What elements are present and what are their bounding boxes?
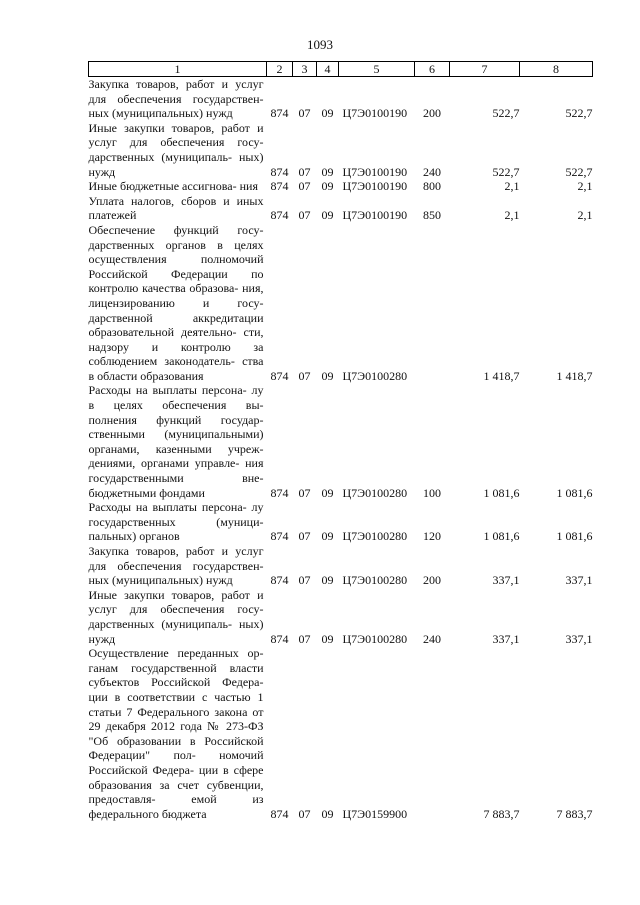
column-header: 8 xyxy=(520,62,593,77)
subsection-code: 09 xyxy=(321,208,334,223)
target-article-code: Ц7Э0100190 xyxy=(342,179,408,194)
column-header: 4 xyxy=(317,62,339,77)
row-description: Иные бюджетные ассигнова- ния xyxy=(88,179,258,194)
row-description: Осуществление переданных ор- ганам государственной власти субъектов Российской Федера- ции в соответствии с частью 1 статьи 7 Федерального закона от 29 декабря 2012 года № 273-ФЗ "Об образовании в Российской Федерации" пол- номочий Российской Федера- ции в сфере образования за счет субвенции, предоставля- емой из федерального бюджета xyxy=(88,646,264,821)
amount-col7: 1 081,6 xyxy=(483,485,520,500)
section-code: 07 xyxy=(298,529,311,544)
ministry-code: 874 xyxy=(270,208,289,223)
table-header-row xyxy=(89,62,593,77)
subsection-code: 09 xyxy=(321,368,334,383)
row-description: Закупка товаров, работ и услуг для обеспечения государствен- ных (муниципальных) нужд xyxy=(88,544,264,588)
column-header: 3 xyxy=(293,62,317,77)
section-code: 07 xyxy=(298,179,311,194)
table-row xyxy=(89,194,593,223)
table-row xyxy=(89,121,593,179)
target-article-code: Ц7Э0100280 xyxy=(342,485,408,500)
column-header: 2 xyxy=(267,62,293,77)
row-description: Закупка товаров, работ и услуг для обеспечения государствен- ных (муниципальных) нужд xyxy=(88,77,264,121)
table-row xyxy=(89,77,593,121)
ministry-code: 874 xyxy=(270,164,289,179)
section-code: 07 xyxy=(298,485,311,500)
column-header: 6 xyxy=(415,62,450,77)
expense-type-code: 800 xyxy=(423,179,441,194)
subsection-code: 09 xyxy=(321,631,334,646)
ministry-code: 874 xyxy=(270,179,289,194)
expense-type-code: 100 xyxy=(423,485,441,500)
expense-type-code: 240 xyxy=(423,631,441,646)
ministry-code: 874 xyxy=(270,573,289,588)
expense-type-code: 240 xyxy=(423,164,441,179)
subsection-code: 09 xyxy=(321,164,334,179)
table-row xyxy=(89,544,593,588)
amount-col7: 337,1 xyxy=(492,631,520,646)
section-code: 07 xyxy=(298,631,311,646)
ministry-code: 874 xyxy=(270,631,289,646)
section-code: 07 xyxy=(298,164,311,179)
amount-col7: 1 418,7 xyxy=(483,368,520,383)
amount-col8: 522,7 xyxy=(565,164,593,179)
target-article-code: Ц7Э0100280 xyxy=(342,368,408,383)
target-article-code: Ц7Э0159900 xyxy=(342,806,408,821)
expense-type-code: 200 xyxy=(423,106,441,121)
subsection-code: 09 xyxy=(321,179,334,194)
subsection-code: 09 xyxy=(321,529,334,544)
ministry-code: 874 xyxy=(270,485,289,500)
amount-col8: 2,1 xyxy=(577,179,593,194)
expense-type-code xyxy=(415,223,450,384)
page-number: 1093 xyxy=(307,37,333,52)
table-row xyxy=(89,383,593,500)
amount-col8: 1 418,7 xyxy=(556,368,593,383)
amount-col8: 7 883,7 xyxy=(556,806,593,821)
target-article-code: Ц7Э0100190 xyxy=(342,208,408,223)
section-code: 07 xyxy=(298,573,311,588)
row-description: Иные закупки товаров, работ и услуг для обеспечения госу- дарственных (муниципаль- ных) нужд xyxy=(88,587,264,646)
ministry-code: 874 xyxy=(270,106,289,121)
subsection-code: 09 xyxy=(321,106,334,121)
target-article-code: Ц7Э0100280 xyxy=(342,529,408,544)
amount-col8: 337,1 xyxy=(565,631,593,646)
section-code: 07 xyxy=(298,106,311,121)
amount-col8: 522,7 xyxy=(565,106,593,121)
section-code: 07 xyxy=(298,806,311,821)
subsection-code: 09 xyxy=(321,573,334,588)
amount-col7: 522,7 xyxy=(492,164,520,179)
expense-type-code: 200 xyxy=(423,573,441,588)
ministry-code: 874 xyxy=(270,806,289,821)
amount-col8: 1 081,6 xyxy=(556,529,593,544)
row-description: Иные закупки товаров, работ и услуг для обеспечения госу- дарственных (муниципаль- ных) нужд xyxy=(88,120,264,179)
table-row xyxy=(89,179,593,194)
row-description: Расходы на выплаты персона- лу государственных (муници- пальных) органов xyxy=(88,500,264,544)
amount-col7: 522,7 xyxy=(492,106,520,121)
expense-type-code: 850 xyxy=(423,208,441,223)
ministry-code: 874 xyxy=(270,529,289,544)
column-header: 1 xyxy=(89,62,267,77)
table-row xyxy=(89,646,593,821)
column-header: 5 xyxy=(339,62,415,77)
column-header: 7 xyxy=(450,62,520,77)
target-article-code: Ц7Э0100190 xyxy=(342,164,408,179)
amount-col7: 337,1 xyxy=(492,573,520,588)
amount-col7: 2,1 xyxy=(504,179,520,194)
amount-col7: 1 081,6 xyxy=(483,529,520,544)
target-article-code: Ц7Э0100190 xyxy=(342,106,408,121)
subsection-code: 09 xyxy=(321,485,334,500)
amount-col8: 2,1 xyxy=(577,208,593,223)
table-row xyxy=(89,500,593,544)
section-code: 07 xyxy=(298,368,311,383)
expense-type-code xyxy=(415,646,450,821)
table-body xyxy=(89,77,593,822)
table-row xyxy=(89,223,593,384)
table-row xyxy=(89,588,593,646)
subsection-code: 09 xyxy=(321,806,334,821)
row-description: Расходы на выплаты персона- лу в целях обеспечения вы- полнения функций государ- ственными (муниципальными) органами, казенными учреж- дениями, органами управле- ния государственными вне- бюджетными фондами xyxy=(88,383,264,500)
amount-col7: 2,1 xyxy=(504,208,520,223)
target-article-code: Ц7Э0100280 xyxy=(342,573,408,588)
section-code: 07 xyxy=(298,208,311,223)
amount-col8: 337,1 xyxy=(565,573,593,588)
amount-col8: 1 081,6 xyxy=(556,485,593,500)
row-description: Уплата налогов, сборов и иных платежей xyxy=(88,193,264,223)
row-description: Обеспечение функций госу- дарственных органов в целях осуществления полномочий Российской Федерации по контролю качества образова- ния, лицензированию и госу- дарственной аккредитации образовательной деятельно- сти, надзору и контролю за соблюдением законодатель- ства в области образования xyxy=(88,222,264,383)
ministry-code: 874 xyxy=(270,368,289,383)
amount-col7: 7 883,7 xyxy=(483,806,520,821)
budget-table xyxy=(88,61,593,821)
expense-type-code: 120 xyxy=(423,529,441,544)
target-article-code: Ц7Э0100280 xyxy=(342,631,408,646)
